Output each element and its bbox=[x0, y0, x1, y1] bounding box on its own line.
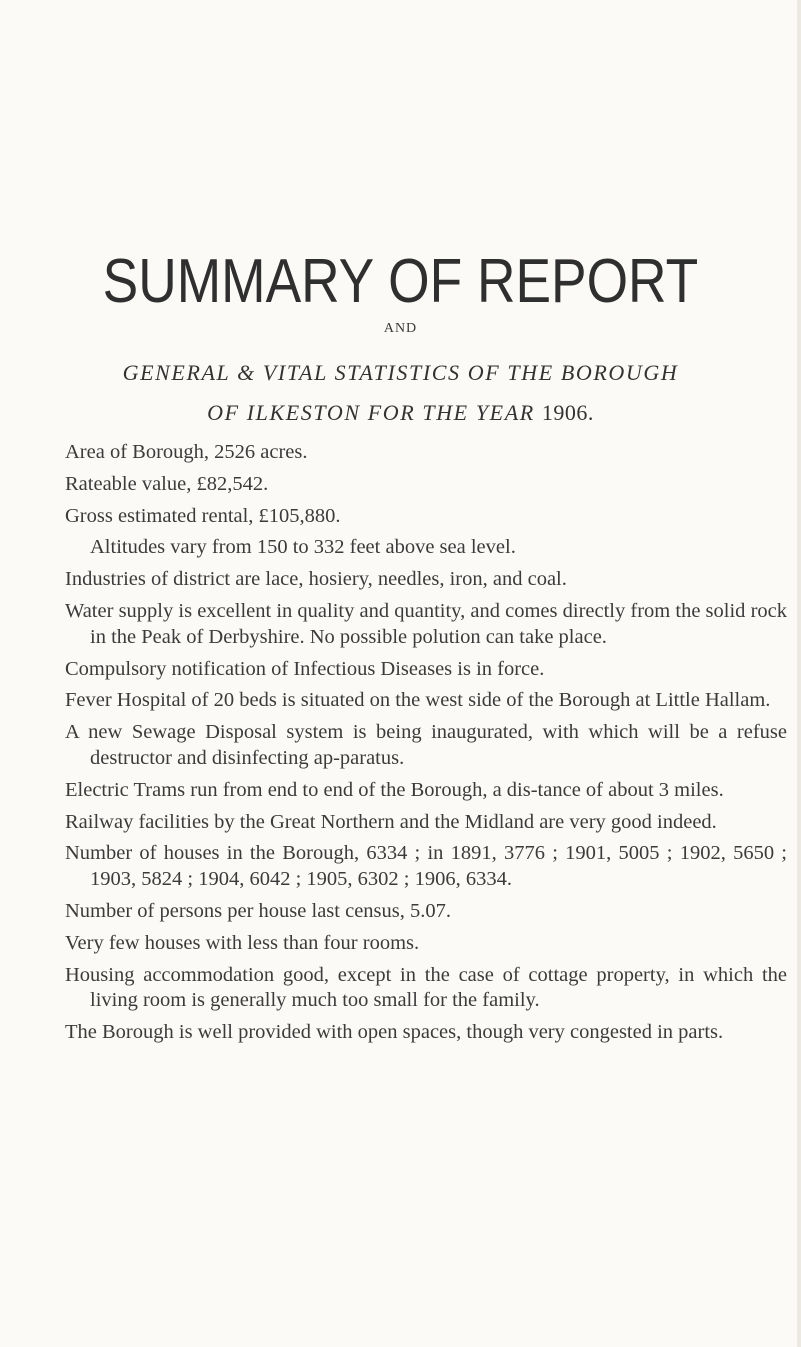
subtitle-year: 1906. bbox=[541, 400, 594, 425]
entry-gross-rental: Gross estimated rental, £105,880. bbox=[65, 504, 341, 527]
and-connector: AND bbox=[383, 321, 418, 336]
entry-notification: Compulsory notification of Infectious Diseases is in force. bbox=[65, 657, 545, 680]
entry-industries: Industries of district are lace, hosiery, needles, iron, and coal. bbox=[65, 568, 567, 591]
entry-water-supply: Water supply is excellent in quality and quantity, and comes directly from the solid rock in the Peak of Derbyshire. No possible polution can take place. bbox=[65, 599, 787, 648]
entry-housing: Housing accommodation good, except in the case of cottage property, in which the living room is generally much too small for the family. bbox=[65, 963, 787, 1012]
entry-houses: Number of houses in the Borough, 6334 ; in 1891, 3776 ; 1901, 5005 ; 1902, 5650 ; 1903, 5824 ; 1904, 6042 ; 1905, 6302 ; 1906, 6334. bbox=[65, 842, 787, 891]
subtitle-line-2 bbox=[0, 400, 801, 426]
entry-rateable-value: Rateable value, £82,542. bbox=[65, 472, 269, 495]
entry-open-spaces: The Borough is well provided with open spaces, though very congested in parts. bbox=[65, 1021, 724, 1044]
entry-rooms: Very few houses with less than four rooms. bbox=[65, 931, 420, 954]
main-title: SUMMARY OF REPORT bbox=[102, 247, 699, 316]
entry-railway: Railway facilities by the Great Northern and the Midland are very good indeed. bbox=[65, 810, 717, 833]
summary-list bbox=[65, 440, 787, 1052]
subtitle-line-2-text: OF ILKESTON FOR THE YEAR bbox=[207, 400, 535, 425]
page-edge bbox=[797, 0, 801, 1347]
entry-sewage: A new Sewage Disposal system is being inaugurated, with which will be a refuse destructor and disinfecting ap-paratus. bbox=[65, 721, 787, 769]
entry-altitudes: Altitudes vary from 150 to 332 feet above sea level. bbox=[90, 536, 516, 559]
entry-area: Area of Borough, 2526 acres. bbox=[65, 441, 308, 463]
entry-fever-hospital: Fever Hospital of 20 beds is situated on the west side of the Borough at Little Hallam. bbox=[65, 689, 771, 712]
subtitle-line-1: GENERAL & VITAL STATISTICS OF THE BOROUGH bbox=[122, 360, 679, 385]
entry-persons-per-house: Number of persons per house last census, 5.07. bbox=[65, 899, 452, 922]
entry-trams: Electric Trams run from end to end of the Borough, a dis-tance of about 3 miles. bbox=[65, 778, 724, 801]
